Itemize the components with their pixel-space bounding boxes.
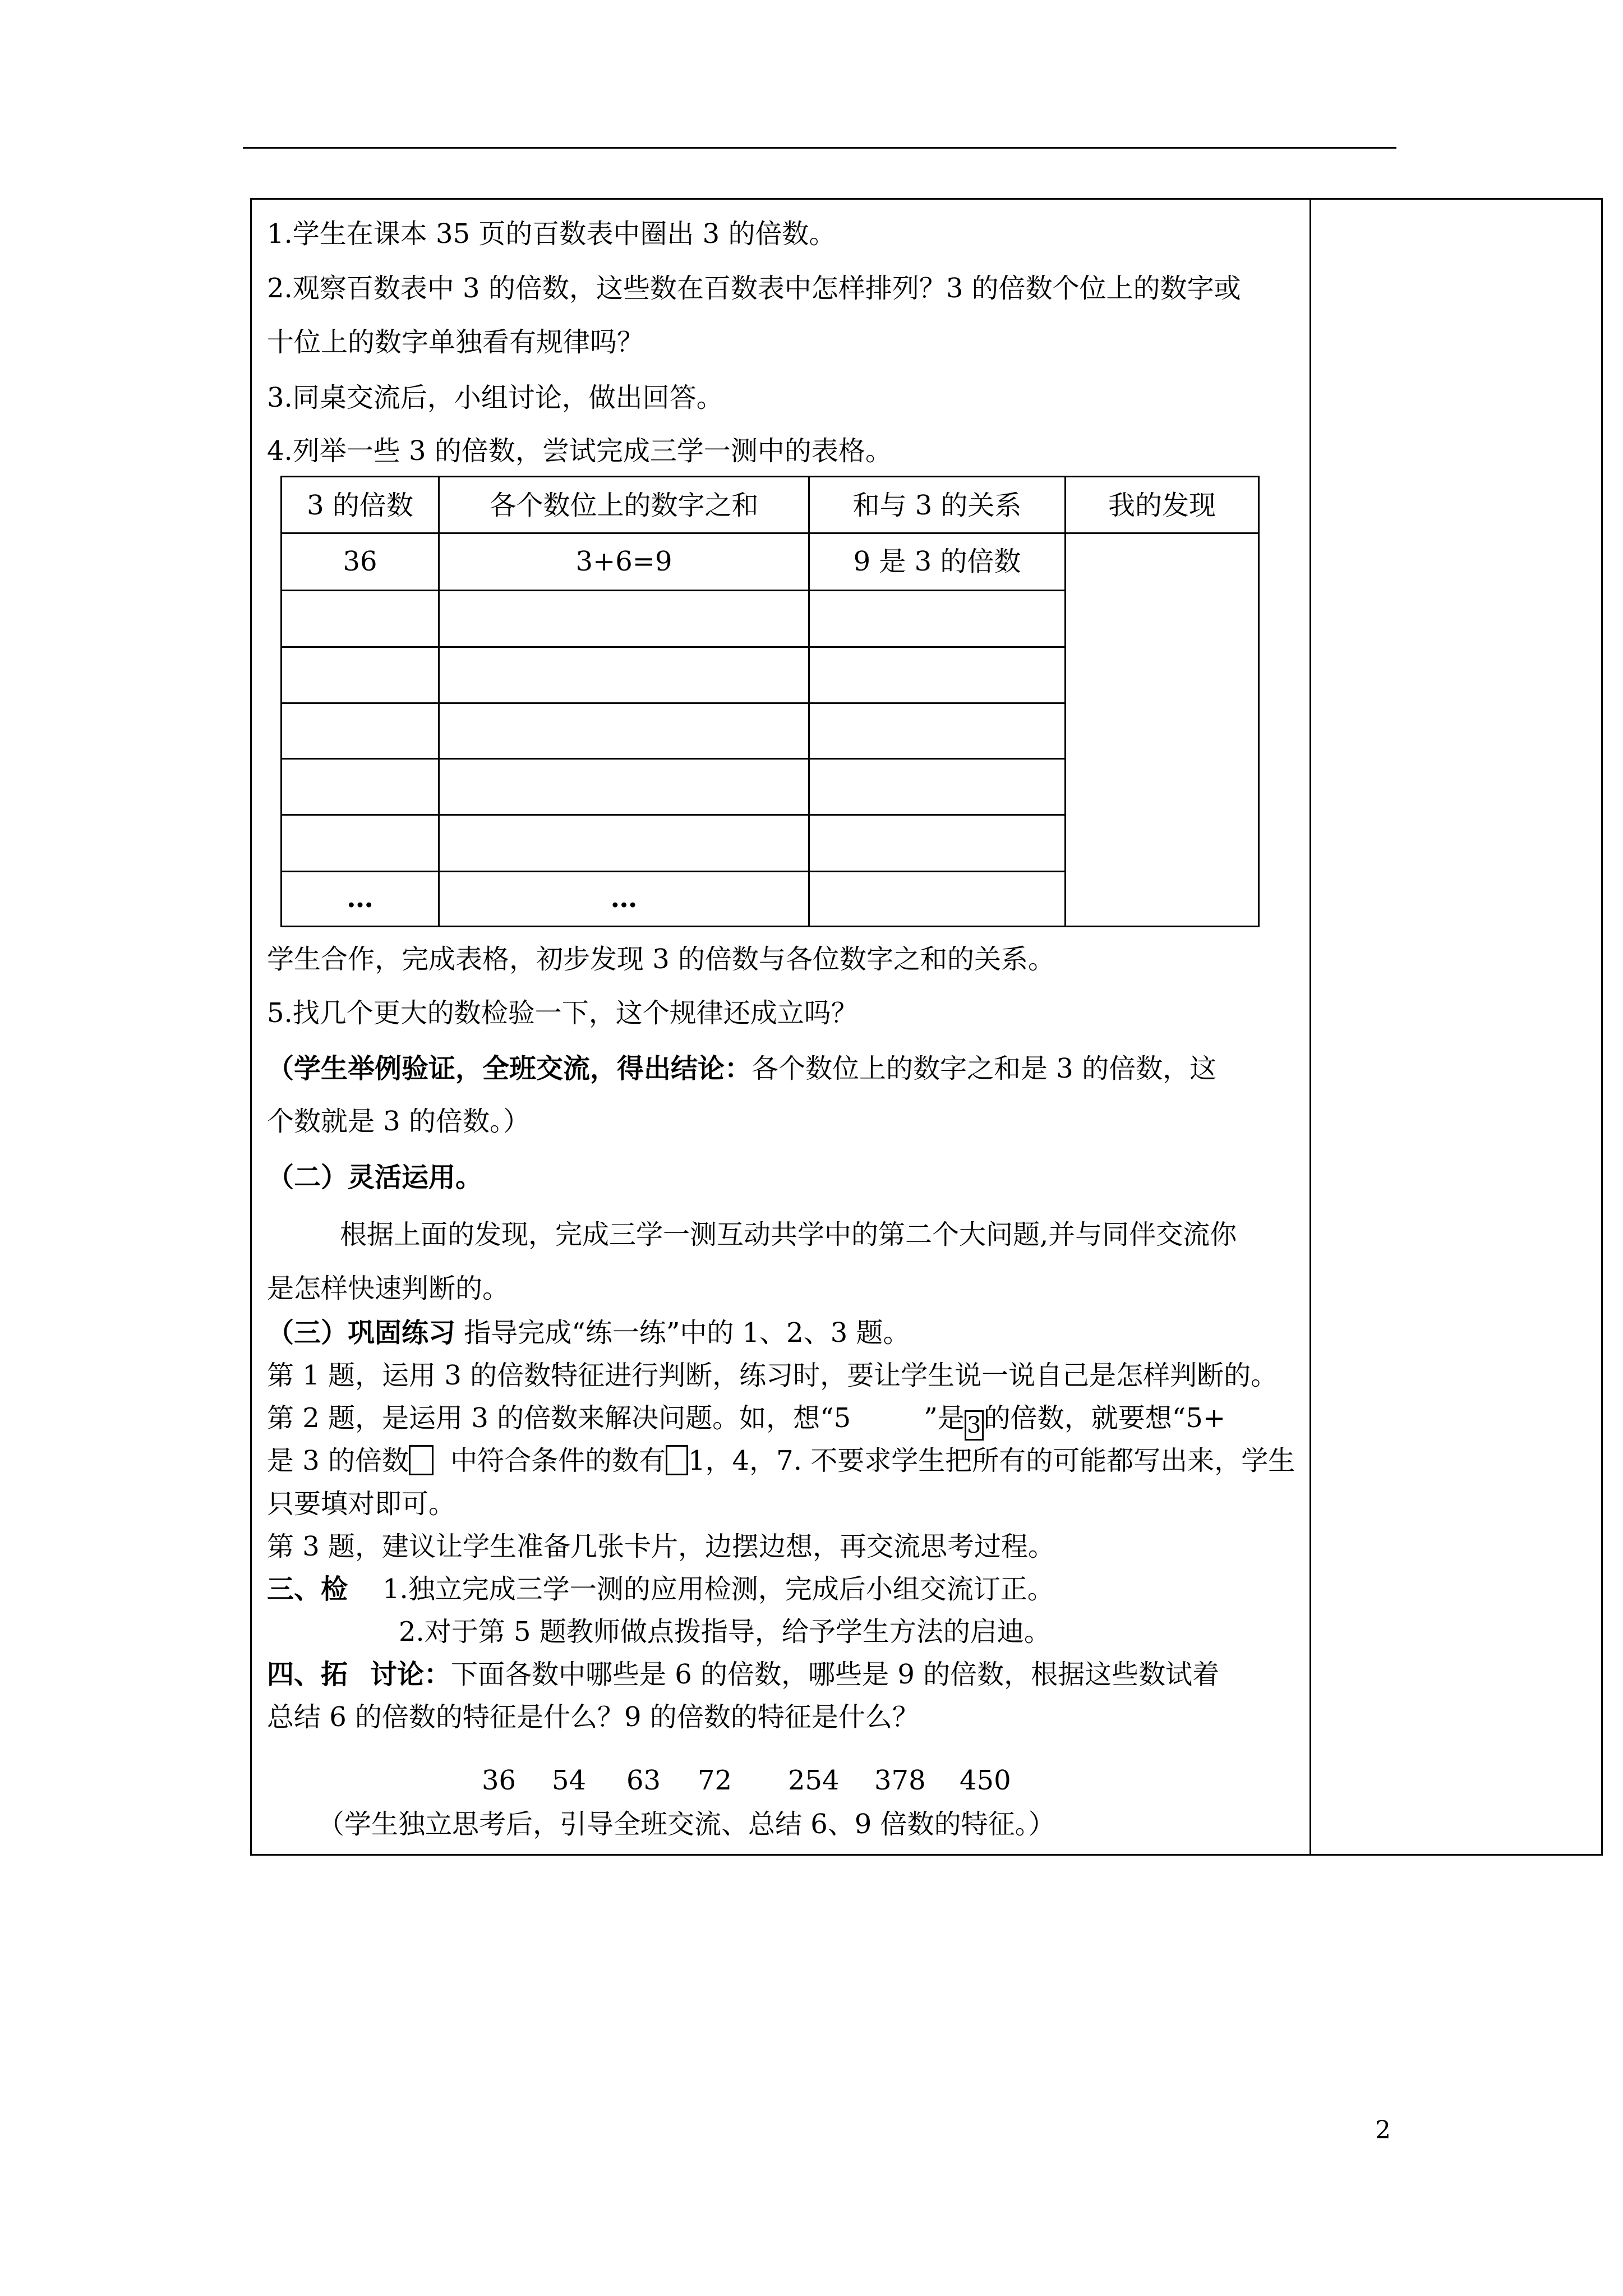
section-5-title: 四、拓 (267, 1659, 348, 1690)
section-5-label: 讨论： (370, 1659, 451, 1690)
page-number: 2 (1375, 2116, 1391, 2145)
q2-part1: 第 2 题，是运用 3 的倍数来解决问题。如，想“5 (267, 1402, 851, 1434)
section-4-item-1: 1.独立完成三学一测的应用检测，完成后小组交流订正。 (382, 1573, 1054, 1605)
section-3-title: （三）巩固练习 (267, 1317, 456, 1349)
multiples-table (280, 476, 1260, 927)
q2-box: 3 (965, 1410, 984, 1441)
step-3: 3.同桌交流后，小组讨论，做出回答。 (267, 382, 723, 413)
answer-box (666, 1445, 688, 1475)
table-cell: 9 是 3 的倍数 (853, 546, 1021, 577)
ellipsis-cell: … (610, 882, 638, 914)
step-1: 1.学生在课本 35 页的百数表中圈出 3 的倍数。 (267, 218, 836, 250)
number-378: 378 (874, 1765, 926, 1796)
conclusion (267, 1052, 1216, 1085)
row-line (282, 814, 1066, 816)
header-cell: 和与 3 的关系 (852, 490, 1022, 521)
section-3-q2-end: 只要填对即可。 (267, 1488, 456, 1520)
q2-part3: 的倍数，就要想“5+ (983, 1402, 1226, 1434)
step-4: 4.列举一些 3 的倍数，尝试完成三学一测中的表格。 (267, 435, 892, 467)
section-3-heading (267, 1316, 910, 1350)
section-4-item-2: 2.对于第 5 题教师做点拨指导，给予学生方法的启迪。 (399, 1616, 1051, 1648)
number-36: 36 (482, 1765, 517, 1796)
section-3-q2 (267, 1401, 1225, 1441)
number-54: 54 (552, 1765, 587, 1796)
section-5-heading (267, 1658, 1219, 1691)
after-table-2: 5.找几个更大的数检验一下，这个规律还成立吗？ (267, 997, 858, 1029)
section-5-text: 下面各数中哪些是 6 的倍数，哪些是 9 的倍数，根据这些数试着 (451, 1659, 1220, 1690)
section-2-text: 根据上面的发现，完成三学一测互动共学中的第二个大问题,并与同伴交流你 (340, 1219, 1237, 1250)
header-cell: 3 的倍数 (307, 490, 413, 521)
section-3-q1: 第 1 题，运用 3 的倍数特征进行判断，练习时，要让学生说一说自己是怎样判断的。 (267, 1360, 1278, 1391)
answer-box (409, 1445, 434, 1475)
row-line (282, 871, 1066, 872)
section-2-text-cont: 是怎样快速判断的。 (267, 1273, 510, 1304)
header-cell: 各个数位上的数字之和 (489, 490, 759, 521)
header-row-line (282, 532, 1258, 534)
number-63: 63 (626, 1765, 661, 1796)
row-line (282, 758, 1066, 760)
step-2-cont: 十位上的数字单独看有规律吗？ (267, 326, 644, 358)
conclusion-rest: 各个数位上的数字之和是 3 的倍数，这 (751, 1053, 1217, 1084)
q2-line2-part3: 1，4，7. 不要求学生把所有的可能都写出来，学生 (688, 1445, 1295, 1476)
col-line-3 (1064, 477, 1066, 926)
number-254: 254 (788, 1765, 840, 1796)
header-cell: 我的发现 (1108, 490, 1216, 521)
number-72: 72 (698, 1765, 732, 1796)
row-line (282, 590, 1066, 591)
section-4-title: 三、检 (267, 1573, 348, 1605)
conclusion-line-2: 个数就是 3 的倍数。） (267, 1106, 531, 1137)
row-line (282, 646, 1066, 648)
table-cell: 36 (343, 546, 377, 577)
section-5-closing: （学生独立思考后，引导全班交流、总结 6、9 倍数的特征。） (317, 1809, 1055, 1840)
q2-line2-part2: 中符合条件的数有 (450, 1445, 666, 1476)
section-3-title-rest: 指导完成“练一练”中的 1、2、3 题。 (455, 1317, 910, 1349)
q2-part2: ”是 (924, 1402, 965, 1434)
section-2-title: （二）灵活运用。 (267, 1162, 483, 1193)
conclusion-bold: （学生举例验证，全班交流，得出结论： (267, 1053, 752, 1084)
lesson-table-column-divider (1310, 198, 1311, 1856)
section-3-q2-cont (267, 1444, 1295, 1478)
header-rule (243, 147, 1396, 149)
q2-line2-part1: 是 3 的倍数 (267, 1445, 409, 1476)
row-line (282, 702, 1066, 704)
section-3-q3: 第 3 题，建议让学生准备几张卡片，边摆边想，再交流思考过程。 (267, 1531, 1055, 1562)
after-table-1: 学生合作，完成表格，初步发现 3 的倍数与各位数字之和的关系。 (267, 944, 1055, 975)
section-5-text-cont: 总结 6 的倍数的特征是什么？9 的倍数的特征是什么？ (267, 1701, 919, 1733)
ellipsis-cell: … (347, 882, 374, 914)
table-cell: 3+6=9 (575, 546, 672, 577)
number-450: 450 (960, 1765, 1011, 1796)
step-2: 2.观察百数表中 3 的倍数，这些数在百数表中怎样排列？3 的倍数个位上的数字或 (267, 273, 1241, 304)
